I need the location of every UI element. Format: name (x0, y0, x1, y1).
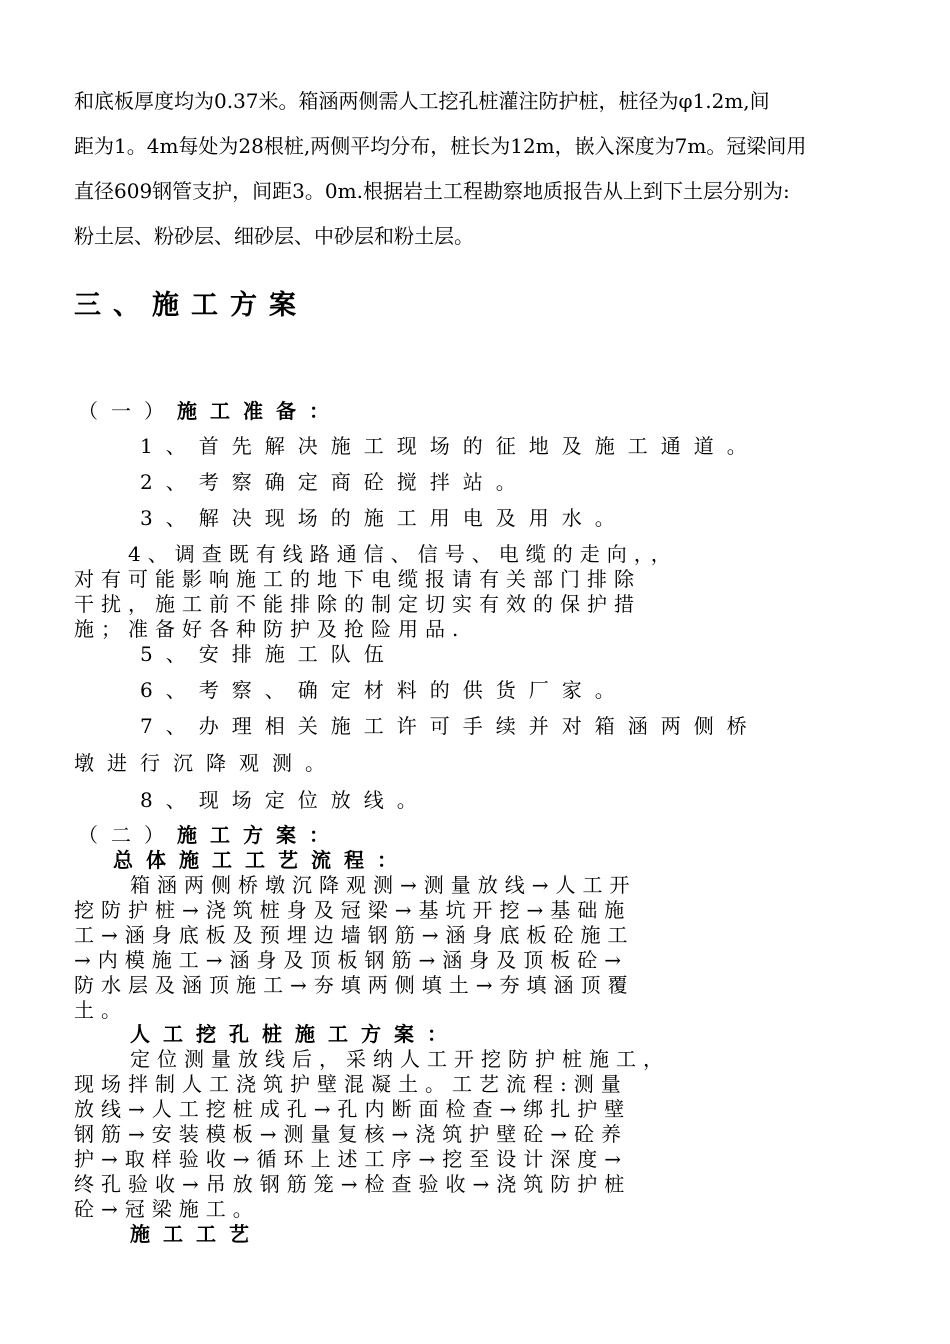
intro-line: 直径609钢管支护，间距3。0m.根据岩土工程勘察地质报告从上到下土层分别为: (74, 179, 790, 203)
pile-plan-heading: 人工挖孔桩施工方案： (130, 1022, 460, 1046)
overall-process-line: 箱涵两侧桥墩沉降观测→测量放线→人工开 (130, 873, 637, 897)
section-title: 三、施工方案 (74, 290, 308, 321)
intro-line: 距为1。4m每处为28根桩,两侧平均分布，桩长为12m，嵌入深度为7m。冠梁间用 (74, 134, 807, 158)
overall-process-line: 工→涵身底板及预埋边墙钢筋→涵身底板砼施工 (74, 923, 635, 947)
prep-heading (78, 399, 342, 423)
pile-plan-line: 定位测量放线后，采纳人工开挖防护桩施工， (130, 1047, 670, 1071)
intro-line: 和底板厚度均为0.37米。箱涵两侧需人工挖孔桩灌注防护桩，桩径为φ1.2m,间 (74, 89, 770, 113)
plan-heading-text: 施工方案： (177, 823, 342, 847)
overall-process-line: 挖防护桩→浇筑桩身及冠梁→基坑开挖→基础施 (74, 898, 632, 922)
overall-process-line: 防水层及涵顶施工→夯填两侧填土→夯填涵顶覆 (74, 973, 635, 997)
prep-item-6: 6、考察、确定材料的供货厂家。 (140, 678, 628, 702)
pile-plan-line: 钢筋→安装模板→测量复核→浇筑护壁砼→砼养 (74, 1122, 629, 1146)
prep-item-7-line: 7、办理相关施工许可手续并对箱涵两侧桥 (140, 714, 760, 738)
prep-item-8: 8、现场定位放线。 (140, 788, 430, 812)
prep-item-4-line: 干扰，施工前不能排除的制定切实有效的保护措 (74, 592, 641, 616)
prep-item-2: 2、考察确定商砼搅拌站。 (140, 470, 529, 494)
overall-process-line: →内模施工→涵身及顶板钢筋→涵身及顶板砼→ (74, 948, 629, 972)
pile-plan-line: 护→取样验收→循环上述工序→挖至设计深度→ (74, 1147, 629, 1171)
prep-heading-prefix: （一） (78, 399, 177, 423)
prep-item-1: 1、首先解决施工现场的征地及施工通道。 (140, 434, 760, 458)
prep-item-3: 3、解决现场的施工用电及用水。 (140, 506, 628, 530)
prep-item-7-line: 墩进行沉降观测。 (74, 751, 338, 775)
plan-heading (78, 823, 342, 847)
prep-item-4-line: 4、调查既有线路通信、信号、电缆的走向，， (128, 542, 678, 566)
pile-plan-line: 现场拌制人工浇筑护壁混凝土。工艺流程:测量 (74, 1072, 628, 1096)
prep-item-5: 5、安排施工队伍 (140, 642, 397, 666)
plan-heading-prefix: （二） (78, 823, 177, 847)
overall-process-heading: 总体施工工艺流程： (113, 848, 410, 872)
pile-plan-line: 放线→人工挖桩成孔→孔内断面检查→绑扎护壁 (74, 1097, 632, 1121)
prep-item-4-line: 对有可能影响施工的地下电缆报请有关部门排除 (74, 567, 641, 591)
process-heading: 施工工艺 (130, 1222, 262, 1246)
prep-heading-text: 施工准备： (177, 399, 342, 423)
prep-item-4-line: 施；准备好各种防护及抢险用品. (74, 617, 466, 641)
overall-process-line: 土。 (74, 998, 128, 1022)
pile-plan-line: 终孔验收→吊放钢筋笼→检查验收→浇筑防护桩 (74, 1172, 632, 1196)
intro-line: 粉土层、粉砂层、细砂层、中砂层和粉土层。 (74, 224, 474, 248)
pile-plan-line: 砼→冠梁施工。 (74, 1197, 260, 1221)
